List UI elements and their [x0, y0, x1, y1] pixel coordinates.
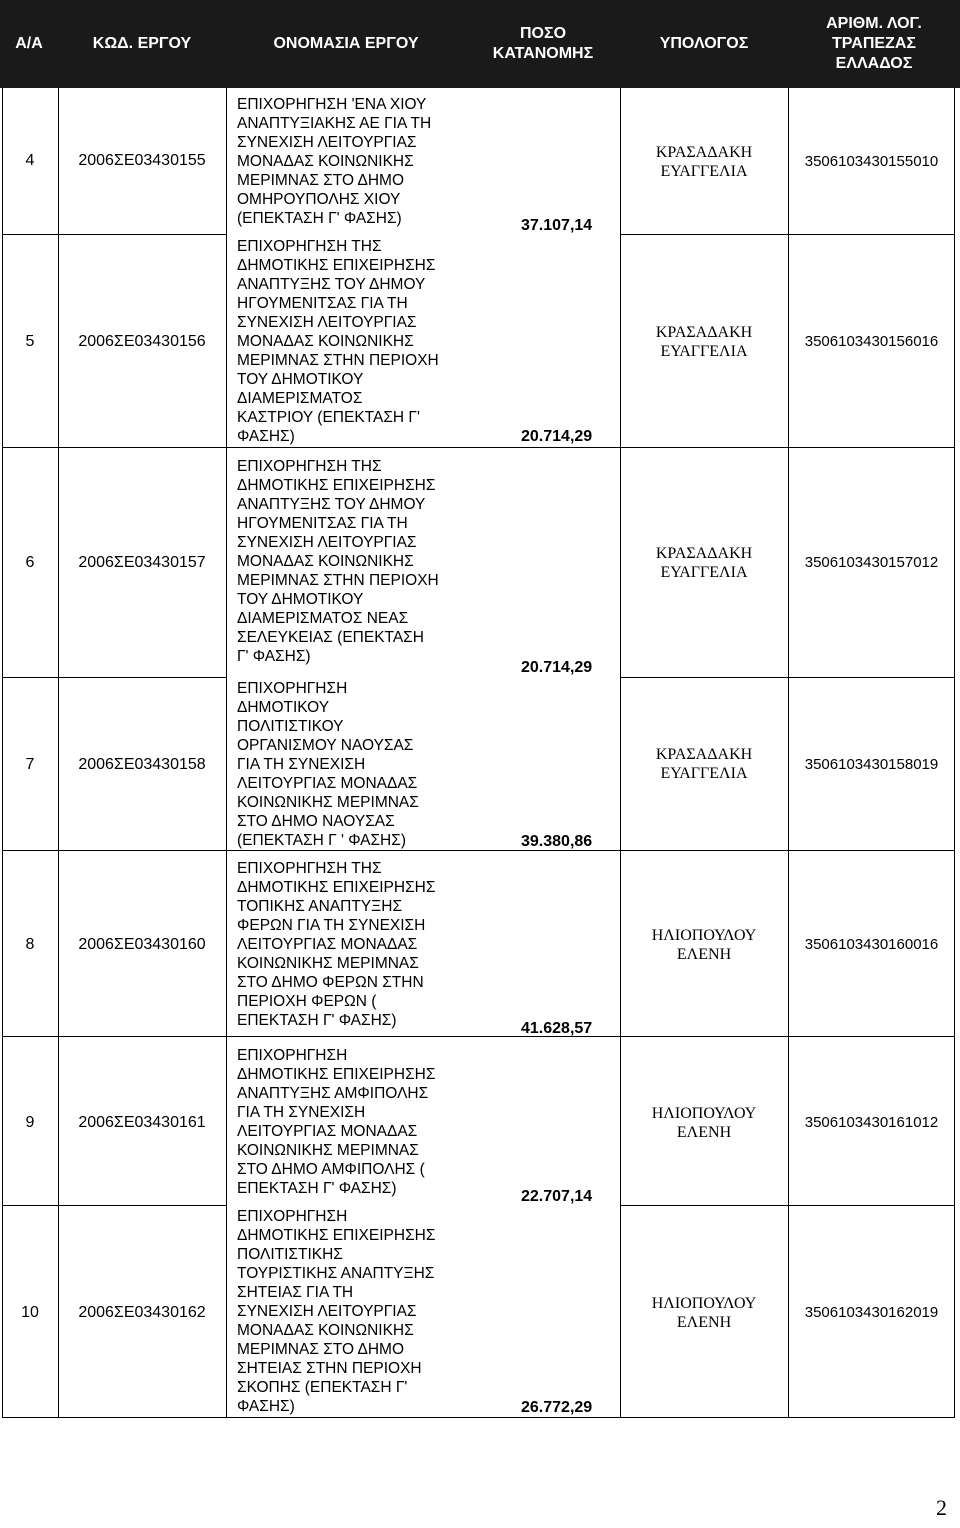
row-bank-account: 3506103430155010: [804, 153, 939, 170]
row-project-code: 2006ΣΕ03430160: [78, 936, 206, 953]
projects-table: [2, 88, 955, 1418]
row-amount: 37.107,14: [521, 217, 593, 234]
header-allocation-amount: ΠΟΣΟ ΚΑΤΑΝΟΜΗΣ: [492, 25, 594, 62]
column-divider: [226, 88, 227, 1418]
row-divider: [2, 234, 226, 235]
row-aa: 7: [25, 756, 35, 773]
row-project-code: 2006ΣΕ03430157: [78, 554, 206, 571]
row-aa: 4: [25, 152, 35, 169]
row-divider: [2, 677, 226, 678]
row-divider: [2, 1036, 955, 1037]
column-divider: [788, 88, 789, 1418]
row-responsible: ΗΛΙΟΠΟΥΛΟΥ ΕΛΕΝΗ: [651, 1295, 757, 1331]
row-divider: [620, 1205, 955, 1206]
header-project-code: ΚΩΔ. ΕΡΓΟΥ: [92, 35, 192, 52]
row-bank-account: 3506103430158019: [804, 756, 939, 773]
page-number: 2: [936, 1495, 947, 1520]
row-project-code: 2006ΣΕ03430155: [78, 152, 206, 169]
row-divider: [620, 234, 955, 235]
row-project-name: ΕΠΙΧΟΡΗΓΗΣΗ ΤΗΣ ΔΗΜΟΤΙΚΗΣ ΕΠΙΧΕΙΡΗΣΗΣ ΤΟΠΙΚΗΣ ΑΝΑΠΤΥΞΗΣ ΦΕΡΩΝ ΓΙΑ ΤΗ ΣΥΝΕΧΙΣΗ ΛΕΙΤΟΥΡΓΙΑΣ ΜΟΝΑΔΑΣ ΚΟΙΝΩΝΙΚΗΣ ΜΕΡΙΜΝΑΣ ΣΤΟ ΔΗΜΟ ΦΕΡΩΝ ΣΤΗΝ ΠΕΡΙΟΧΗ ΦΕΡΩΝ ( ΕΠΕΚΤΑΣΗ Γ' ΦΑΣΗΣ): [237, 860, 436, 1029]
row-amount: 39.380,86: [521, 833, 593, 850]
header-responsible: ΥΠΟΛΟΓΟΣ: [659, 35, 749, 52]
row-divider: [2, 850, 955, 851]
row-divider: [620, 677, 955, 678]
row-responsible: ΚΡΑΣΑΔΑΚΗ ΕΥΑΓΓΕΛΙΑ: [655, 144, 753, 180]
row-responsible: ΗΛΙΟΠΟΥΛΟΥ ΕΛΕΝΗ: [651, 927, 757, 963]
row-divider: [2, 447, 955, 448]
row-responsible: ΗΛΙΟΠΟΥΛΟΥ ΕΛΕΝΗ: [651, 1105, 757, 1141]
row-project-name: ΕΠΙΧΟΡΗΓΗΣΗ ΔΗΜΟΤΙΚΟΥ ΠΟΛΙΤΙΣΤΙΚΟΥ ΟΡΓΑΝΙΣΜΟΥ ΝΑΟΥΣΑΣ ΓΙΑ ΤΗ ΣΥΝΕΧΙΣΗ ΛΕΙΤΟΥΡΓΙΑΣ ΜΟΝΑΔΑΣ ΚΟΙΝΩΝΙΚΗΣ ΜΕΡΙΜΝΑΣ ΣΤΟ ΔΗΜΟ ΝΑΟΥΣΑΣ (ΕΠΕΚΤΑΣΗ Γ ' ΦΑΣΗΣ): [237, 680, 419, 849]
row-project-name: ΕΠΙΧΟΡΗΓΗΣΗ 'ΕΝΑ ΧΙΟΥ ΑΝΑΠΤΥΞΙΑΚΗΣ ΑΕ ΓΙΑ ΤΗ ΣΥΝΕΧΙΣΗ ΛΕΙΤΟΥΡΓΙΑΣ ΜΟΝΑΔΑΣ ΚΟΙΝΩΝΙΚΗΣ ΜΕΡΙΜΝΑΣ ΣΤΟ ΔΗΜΟ ΟΜΗΡΟΥΠΟΛΗΣ ΧΙΟΥ (ΕΠΕΚΤΑΣΗ Γ' ΦΑΣΗΣ): [237, 96, 432, 227]
header-aa: Α/Α: [15, 35, 43, 52]
row-amount: 41.628,57: [521, 1020, 593, 1037]
row-aa: 6: [25, 554, 35, 571]
row-bank-account: 3506103430157012: [804, 554, 939, 571]
row-bank-account: 3506103430161012: [804, 1114, 939, 1131]
row-amount: 20.714,29: [521, 428, 593, 445]
row-bank-account: 3506103430160016: [804, 936, 939, 953]
row-divider: [2, 1205, 226, 1206]
row-responsible: ΚΡΑΣΑΔΑΚΗ ΕΥΑΓΓΕΛΙΑ: [655, 324, 753, 360]
row-project-name: ΕΠΙΧΟΡΗΓΗΣΗ ΤΗΣ ΔΗΜΟΤΙΚΗΣ ΕΠΙΧΕΙΡΗΣΗΣ ΑΝΑΠΤΥΞΗΣ ΤΟΥ ΔΗΜΟΥ ΗΓΟΥΜΕΝΙΤΣΑΣ ΓΙΑ ΤΗ ΣΥΝΕΧΙΣΗ ΛΕΙΤΟΥΡΓΙΑΣ ΜΟΝΑΔΑΣ ΚΟΙΝΩΝΙΚΗΣ ΜΕΡΙΜΝΑΣ ΣΤΗΝ ΠΕΡΙΟΧΗ ΤΟΥ ΔΗΜΟΤΙΚΟΥ ΔΙΑΜΕΡΙΣΜΑΤΟΣ ΝΕΑΣ ΣΕΛΕΥΚΕΙΑΣ (ΕΠΕΚΤΑΣΗ Γ' ΦΑΣΗΣ): [237, 458, 439, 665]
row-aa: 5: [25, 333, 35, 350]
row-project-code: 2006ΣΕ03430161: [78, 1114, 206, 1131]
row-aa: 9: [25, 1114, 35, 1131]
row-project-code: 2006ΣΕ03430158: [78, 756, 206, 773]
row-project-code: 2006ΣΕ03430162: [78, 1304, 206, 1321]
row-aa: 8: [25, 936, 35, 953]
row-aa: 10: [21, 1304, 39, 1321]
header-project-name: ΟΝΟΜΑΣΙΑ ΕΡΓΟΥ: [273, 35, 419, 52]
row-project-name: ΕΠΙΧΟΡΗΓΗΣΗ ΔΗΜΟΤΙΚΗΣ ΕΠΙΧΕΙΡΗΣΗΣ ΠΟΛΙΤΙΣΤΙΚΗΣ ΤΟΥΡΙΣΤΙΚΗΣ ΑΝΑΠΤΥΞΗΣ ΣΗΤΕΙΑΣ ΓΙΑ ΤΗ ΣΥΝΕΧΙΣΗ ΛΕΙΤΟΥΡΓΙΑΣ ΜΟΝΑΔΑΣ ΚΟΙΝΩΝΙΚΗΣ ΜΕΡΙΜΝΑΣ ΣΤΟ ΔΗΜΟ ΣΗΤΕΙΑΣ ΣΤΗΝ ΠΕΡΙΟΧΗ ΣΚΟΠΗΣ (ΕΠΕΚΤΑΣΗ Γ' ΦΑΣΗΣ): [237, 1208, 436, 1415]
row-amount: 22.707,14: [521, 1188, 593, 1205]
row-amount: 20.714,29: [521, 659, 593, 676]
row-amount: 26.772,29: [521, 1399, 593, 1416]
row-bank-account: 3506103430156016: [804, 333, 939, 350]
row-bank-account: 3506103430162019: [804, 1304, 939, 1321]
row-responsible: ΚΡΑΣΑΔΑΚΗ ΕΥΑΓΓΕΛΙΑ: [655, 545, 753, 581]
column-divider: [58, 88, 59, 1418]
row-project-code: 2006ΣΕ03430156: [78, 333, 206, 350]
row-project-name: ΕΠΙΧΟΡΗΓΗΣΗ ΔΗΜΟΤΙΚΗΣ ΕΠΙΧΕΙΡΗΣΗΣ ΑΝΑΠΤΥΞΗΣ ΑΜΦΙΠΟΛΗΣ ΓΙΑ ΤΗ ΣΥΝΕΧΙΣΗ ΛΕΙΤΟΥΡΓΙΑΣ ΜΟΝΑΔΑΣ ΚΟΙΝΩΝΙΚΗΣ ΜΕΡΙΜΝΑΣ ΣΤΟ ΔΗΜΟ ΑΜΦΙΠΟΛΗΣ ( ΕΠΕΚΤΑΣΗ Γ' ΦΑΣΗΣ): [237, 1047, 436, 1197]
table-header: [0, 0, 960, 88]
row-project-name: ΕΠΙΧΟΡΗΓΗΣΗ ΤΗΣ ΔΗΜΟΤΙΚΗΣ ΕΠΙΧΕΙΡΗΣΗΣ ΑΝΑΠΤΥΞΗΣ ΤΟΥ ΔΗΜΟΥ ΗΓΟΥΜΕΝΙΤΣΑΣ ΓΙΑ ΤΗ ΣΥΝΕΧΙΣΗ ΛΕΙΤΟΥΡΓΙΑΣ ΜΟΝΑΔΑΣ ΚΟΙΝΩΝΙΚΗΣ ΜΕΡΙΜΝΑΣ ΣΤΗΝ ΠΕΡΙΟΧΗ ΤΟΥ ΔΗΜΟΤΙΚΟΥ ΔΙΑΜΕΡΙΣΜΑΤΟΣ ΚΑΣΤΡΙΟΥ (ΕΠΕΚΤΑΣΗ Γ' ΦΑΣΗΣ): [237, 238, 439, 445]
header-bank-account: ΑΡΙΘΜ. ΛΟΓ. ΤΡΑΠΕΖΑΣ ΕΛΛΑΔΟΣ: [826, 15, 922, 72]
row-responsible: ΚΡΑΣΑΔΑΚΗ ΕΥΑΓΓΕΛΙΑ: [655, 746, 753, 782]
